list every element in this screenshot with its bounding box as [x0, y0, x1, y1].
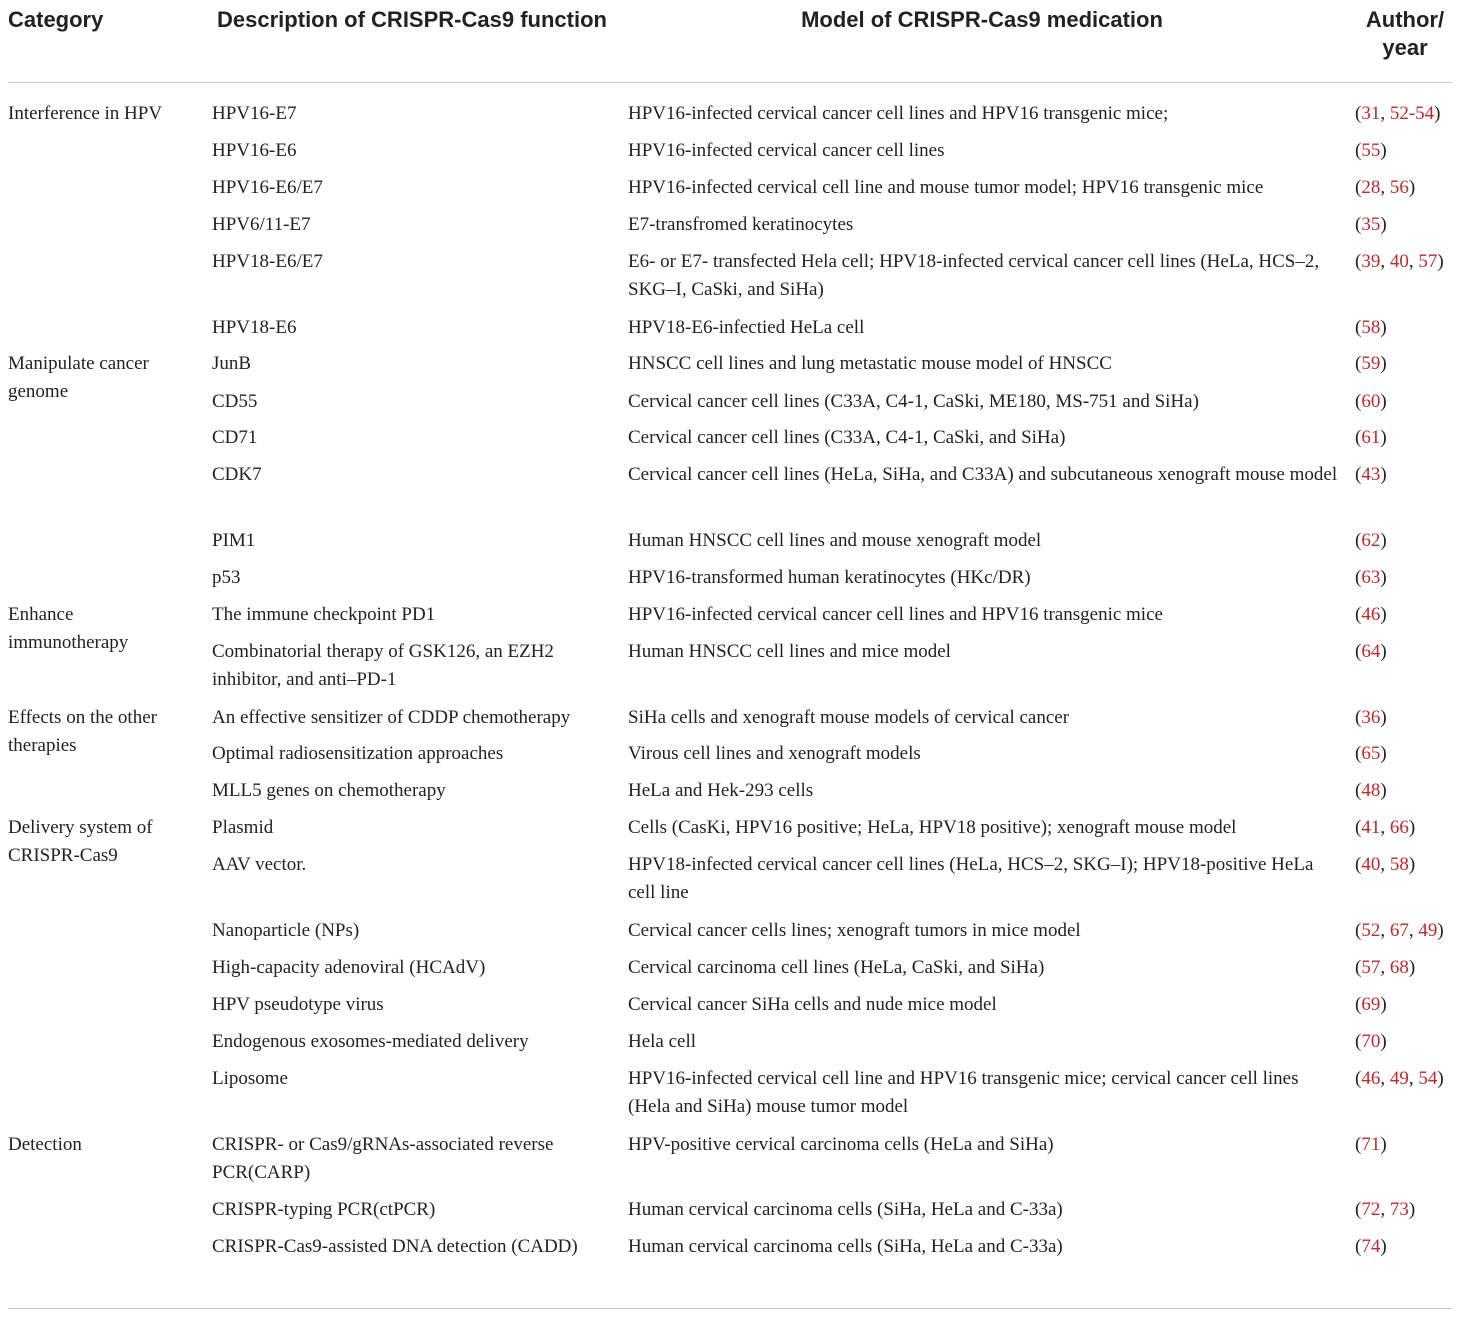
row-model: HPV16-transformed human keratinocytes (HKc/DR) — [628, 567, 1031, 588]
row-description: CDK7 — [212, 464, 262, 485]
row-model: Human cervical carcinoma cells (SiHa, HeLa and C-33a) — [628, 1236, 1063, 1257]
reference-link[interactable]: 68 — [1389, 957, 1409, 978]
row-model: HPV16-infected cervical cancer cell lines — [628, 140, 945, 161]
row-references: (65) — [1355, 743, 1387, 764]
row-references: (60) — [1355, 391, 1387, 412]
row-references: (39, 40, 57) — [1355, 251, 1444, 272]
reference-link[interactable]: 41 — [1361, 817, 1381, 838]
header-description: Description of CRISPR-Cas9 function — [217, 7, 607, 32]
row-references: (35) — [1355, 214, 1387, 235]
reference-link[interactable]: 61 — [1361, 427, 1381, 448]
row-references: (61) — [1355, 427, 1387, 448]
row-references: (59) — [1355, 353, 1387, 374]
row-references: (69) — [1355, 994, 1387, 1015]
row-references: (58) — [1355, 317, 1387, 338]
category-label: Manipulate cancer genome — [8, 353, 149, 402]
row-model: Cervical cancer SiHa cells and nude mice model — [628, 994, 997, 1015]
row-model: Cervical cancer cell lines (C33A, C4-1, CaSki, and SiHa) — [628, 427, 1066, 448]
row-model: Cells (CasKi, HPV16 positive; HeLa, HPV18 positive); xenograft mouse model — [628, 817, 1237, 838]
reference-link[interactable]: 49 — [1389, 1068, 1409, 1089]
row-description: JunB — [212, 353, 252, 374]
row-references: (41, 66) — [1355, 817, 1416, 838]
category-label: Delivery system of CRISPR-Cas9 — [8, 817, 153, 866]
reference-link[interactable]: 59 — [1361, 353, 1381, 374]
reference-link[interactable]: 54 — [1418, 1068, 1438, 1089]
row-description: MLL5 genes on chemotherapy — [212, 780, 446, 801]
reference-link[interactable]: 43 — [1361, 464, 1381, 485]
row-references: (55) — [1355, 140, 1387, 161]
reference-link[interactable]: 73 — [1389, 1199, 1409, 1220]
row-references: (36) — [1355, 707, 1387, 728]
reference-link[interactable]: 72 — [1361, 1199, 1381, 1220]
category-label: Effects on the other therapies — [8, 707, 157, 756]
row-description: HPV18-E6/E7 — [212, 251, 323, 272]
table-header — [0, 0, 1460, 82]
row-description: Nanoparticle (NPs) — [212, 920, 360, 941]
row-description: Optimal radiosensitization approaches — [212, 743, 504, 764]
row-description: PIM1 — [212, 530, 256, 551]
row-references: (46) — [1355, 604, 1387, 625]
reference-link[interactable]: 40 — [1389, 251, 1409, 272]
row-model: Cervical cancer cells lines; xenograft tumors in mice model — [628, 920, 1081, 941]
reference-link[interactable]: 57 — [1361, 957, 1381, 978]
reference-link[interactable]: 40 — [1361, 854, 1381, 875]
row-model: HPV16-infected cervical cancer cell lines and HPV16 transgenic mice — [628, 604, 1163, 625]
reference-link[interactable]: 58 — [1389, 854, 1409, 875]
reference-link[interactable]: 69 — [1361, 994, 1381, 1015]
row-references: (40, 58) — [1355, 854, 1416, 875]
row-model: HPV16-infected cervical cell line and mouse tumor model; HPV16 transgenic mice — [628, 177, 1264, 198]
reference-link[interactable]: 52 — [1361, 920, 1381, 941]
row-description: CD71 — [212, 427, 258, 448]
row-references: (74) — [1355, 1236, 1387, 1257]
row-model: E6- or E7- transfected Hela cell; HPV18-infected cervical cancer cell lines (HeLa, HCS–2, SKG–I, CaSki, and SiHa) — [628, 251, 1320, 300]
header-divider — [8, 82, 1452, 83]
row-model: Human HNSCC cell lines and mice model — [628, 641, 951, 662]
reference-link[interactable]: 67 — [1389, 920, 1409, 941]
row-model: Cervical carcinoma cell lines (HeLa, CaSki, and SiHa) — [628, 957, 1045, 978]
row-model: HPV-positive cervical carcinoma cells (HeLa and SiHa) — [628, 1134, 1054, 1155]
row-references: (28, 56) — [1355, 177, 1416, 198]
reference-link[interactable]: 71 — [1361, 1134, 1381, 1155]
row-description: CD55 — [212, 391, 258, 412]
reference-link[interactable]: 52-54 — [1389, 103, 1435, 124]
reference-link[interactable]: 46 — [1361, 604, 1381, 625]
row-description: HPV6/11-E7 — [212, 214, 311, 235]
row-model: SiHa cells and xenograft mouse models of cervical cancer — [628, 707, 1070, 728]
row-description: CRISPR-Cas9-assisted DNA detection (CADD) — [212, 1236, 578, 1257]
reference-link[interactable]: 35 — [1361, 214, 1381, 235]
row-references: (52, 67, 49) — [1355, 920, 1444, 941]
row-description: Liposome — [212, 1068, 288, 1089]
row-description: CRISPR- or Cas9/gRNAs-associated reverse PCR(CARP) — [212, 1134, 554, 1183]
row-description: Endogenous exosomes-mediated delivery — [212, 1031, 529, 1052]
reference-link[interactable]: 36 — [1361, 707, 1381, 728]
row-references: (46, 49, 54) — [1355, 1068, 1444, 1089]
reference-link[interactable]: 56 — [1389, 177, 1409, 198]
reference-link[interactable]: 65 — [1361, 743, 1381, 764]
row-description: Combinatorial therapy of GSK126, an EZH2 inhibitor, and anti–PD-1 — [212, 641, 554, 690]
reference-link[interactable]: 74 — [1361, 1236, 1381, 1257]
row-description: HPV16-E6/E7 — [212, 177, 323, 198]
row-references: (48) — [1355, 780, 1387, 801]
row-model: Cervical cancer cell lines (HeLa, SiHa, and C33A) and subcutaneous xenograft mouse model — [628, 464, 1338, 485]
reference-link[interactable]: 57 — [1418, 251, 1438, 272]
reference-link[interactable]: 58 — [1361, 317, 1381, 338]
row-references: (72, 73) — [1355, 1199, 1416, 1220]
row-description: The immune checkpoint PD1 — [212, 604, 436, 625]
category-label: Interference in HPV — [8, 103, 163, 124]
header-category: Category — [8, 7, 104, 32]
reference-link[interactable]: 49 — [1418, 920, 1438, 941]
row-model: Cervical cancer cell lines (C33A, C4-1, CaSki, ME180, MS-751 and SiHa) — [628, 391, 1199, 412]
row-description: HPV16-E7 — [212, 103, 297, 124]
reference-link[interactable]: 39 — [1361, 251, 1381, 272]
reference-link[interactable]: 62 — [1361, 530, 1381, 551]
row-references: (62) — [1355, 530, 1387, 551]
row-model: HeLa and Hek-293 cells — [628, 780, 814, 801]
row-description: Plasmid — [212, 817, 274, 838]
reference-link[interactable]: 60 — [1361, 391, 1381, 412]
table-bottom-rule — [8, 1308, 1452, 1309]
reference-link[interactable]: 28 — [1361, 177, 1381, 198]
reference-link[interactable]: 70 — [1361, 1031, 1381, 1052]
row-model: HPV18-E6-infectied HeLa cell — [628, 317, 865, 338]
row-model: Human cervical carcinoma cells (SiHa, HeLa and C-33a) — [628, 1199, 1063, 1220]
row-description: CRISPR-typing PCR(ctPCR) — [212, 1199, 436, 1220]
reference-link[interactable]: 63 — [1361, 567, 1381, 588]
row-model: HPV16-infected cervical cell line and HPV16 transgenic mice; cervical cancer cell lines (Hela and SiHa) mouse tumor model — [628, 1068, 1299, 1117]
row-references: (57, 68) — [1355, 957, 1416, 978]
row-references: (71) — [1355, 1134, 1387, 1155]
reference-link[interactable]: 66 — [1389, 817, 1409, 838]
header-author-year: Author/ year — [1365, 7, 1445, 60]
row-description: HPV18-E6 — [212, 317, 297, 338]
row-description: HPV pseudotype virus — [212, 994, 384, 1015]
row-model: HPV16-infected cervical cancer cell lines and HPV16 transgenic mice; — [628, 103, 1169, 124]
row-description: High-capacity adenoviral (HCAdV) — [212, 957, 486, 978]
row-model: Hela cell — [628, 1031, 697, 1052]
row-description: HPV16-E6 — [212, 140, 297, 161]
row-references: (63) — [1355, 567, 1387, 588]
row-model: E7-transfromed keratinocytes — [628, 214, 854, 235]
row-model: Human HNSCC cell lines and mouse xenograft model — [628, 530, 1042, 551]
reference-link[interactable]: 31 — [1361, 103, 1381, 124]
row-references: (43) — [1355, 464, 1387, 485]
reference-link[interactable]: 46 — [1361, 1068, 1381, 1089]
row-model: HNSCC cell lines and lung metastatic mouse model of HNSCC — [628, 353, 1112, 374]
row-references: (31, 52-54) — [1355, 103, 1441, 124]
row-description: AAV vector. — [212, 854, 307, 875]
row-model: HPV18-infected cervical cancer cell lines (HeLa, HCS–2, SKG–I); HPV18-positive HeLa cell line — [628, 854, 1314, 903]
category-label: Enhance immunotherapy — [8, 604, 129, 653]
header-model: Model of CRISPR-Cas9 medication — [801, 7, 1163, 32]
reference-link[interactable]: 55 — [1361, 140, 1381, 161]
row-description: An effective sensitizer of CDDP chemotherapy — [212, 707, 571, 728]
reference-link[interactable]: 48 — [1361, 780, 1381, 801]
row-references: (70) — [1355, 1031, 1387, 1052]
row-model: Virous cell lines and xenograft models — [628, 743, 921, 764]
row-description: p53 — [212, 567, 241, 588]
reference-link[interactable]: 64 — [1361, 641, 1381, 662]
row-references: (64) — [1355, 641, 1387, 662]
category-label: Detection — [8, 1134, 82, 1155]
